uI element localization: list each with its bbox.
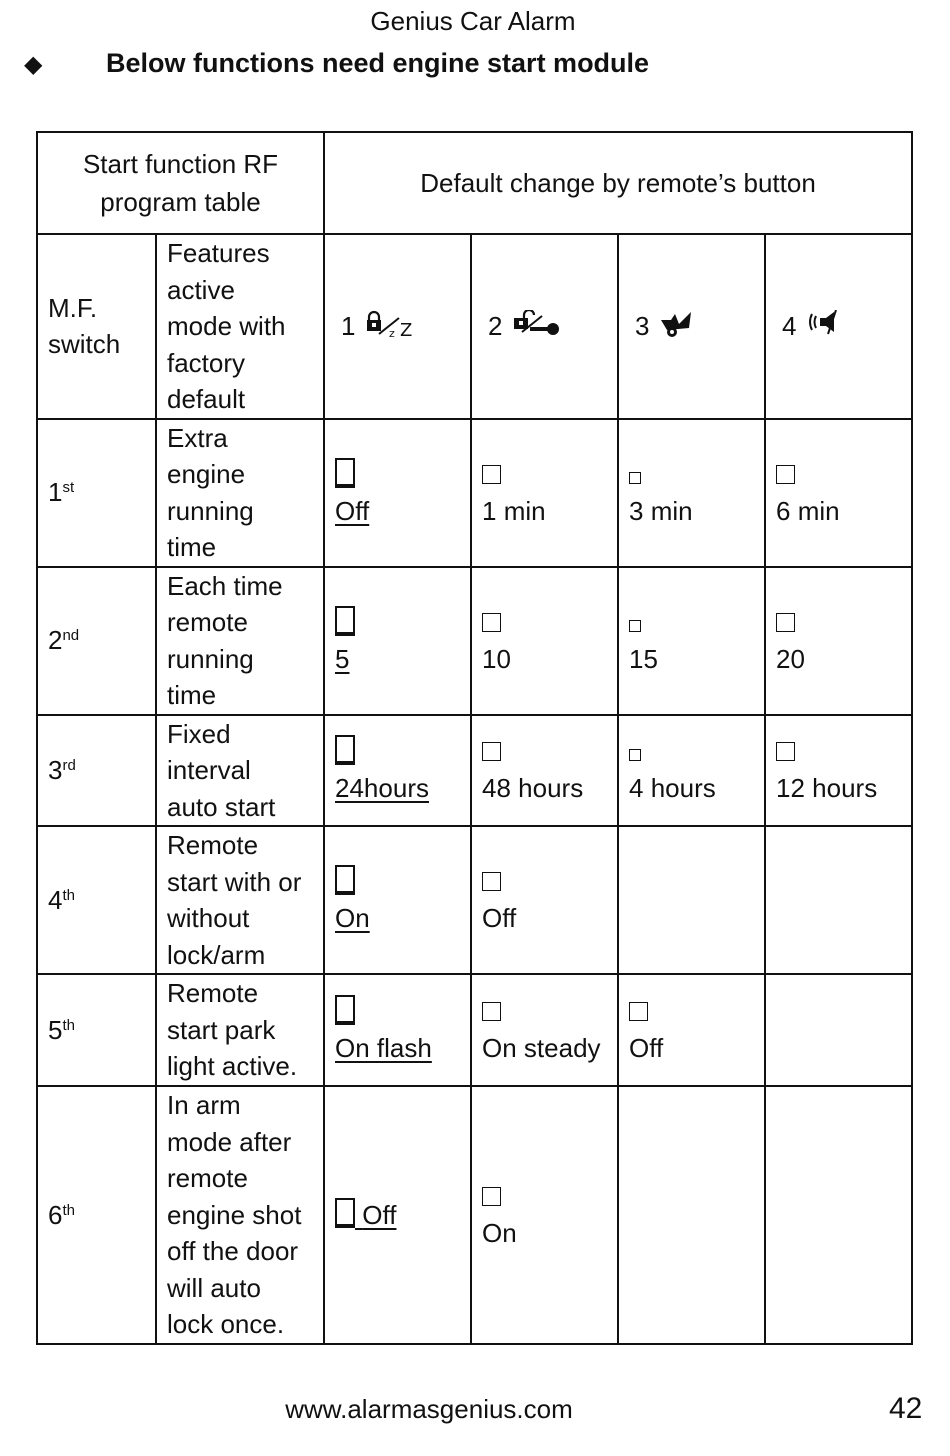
row-ordinal-suffix: th: [62, 1016, 75, 1034]
car-trunk-icon: [659, 310, 699, 342]
option-label: 1 min: [482, 495, 546, 526]
row-number: 5: [48, 1014, 63, 1045]
button-4-header: [765, 234, 912, 419]
button-1-header: [324, 234, 471, 419]
feature-cell: [156, 1086, 324, 1344]
table-row: [37, 826, 912, 974]
feature-line: time: [167, 680, 217, 710]
button-3-header: [618, 234, 765, 419]
table-row: [37, 567, 912, 715]
row-number: 1: [48, 477, 63, 508]
mf-switch-cell: [37, 567, 156, 715]
svg-text:Z: Z: [400, 320, 413, 342]
feature-line: running: [167, 495, 254, 526]
feature-line: Fixed: [167, 718, 231, 749]
option-cell-empty: [618, 826, 765, 974]
option-cell: [471, 567, 618, 715]
feature-line: time: [167, 532, 217, 562]
option-default-label: On flash: [335, 1033, 432, 1063]
feature-line: mode after: [167, 1126, 292, 1157]
features-header-line: active: [167, 274, 235, 305]
features-header-line: factory: [167, 347, 246, 378]
diamond-bullet-icon: ◆: [24, 51, 43, 78]
checkbox-icon: [482, 465, 501, 484]
button-number: 4: [782, 311, 797, 341]
mf-switch-header: [37, 234, 156, 419]
section-heading: Below functions need engine start module: [106, 48, 650, 78]
table-row: [37, 715, 912, 827]
feature-cell: [156, 715, 324, 827]
table-row: [37, 1086, 912, 1344]
table-title-line: program table: [100, 187, 261, 217]
row-ordinal-suffix: nd: [62, 627, 80, 645]
option-default-label: Off: [362, 1199, 397, 1230]
option-label: 15: [629, 643, 658, 674]
mf-switch-cell: [37, 974, 156, 1086]
svg-text:z: z: [389, 327, 396, 341]
features-header-line: Features: [167, 238, 270, 268]
option-cell: [471, 826, 618, 974]
checkbox-icon: [629, 472, 641, 484]
features-header-line: default: [167, 384, 246, 414]
feature-line: will auto: [167, 1272, 261, 1303]
option-label: 48 hours: [482, 773, 584, 804]
table-title-cell: [37, 132, 324, 234]
option-cell: [471, 1086, 618, 1344]
feature-line: interval: [167, 755, 251, 785]
checkbox-icon: [629, 620, 641, 632]
checkbox-icon: [482, 742, 501, 761]
row-number: 4: [48, 884, 63, 915]
checkbox-icon: [335, 606, 355, 636]
row-ordinal-suffix: th: [62, 886, 75, 904]
checkbox-icon: [335, 458, 355, 488]
table-title-line: Start function RF: [82, 149, 279, 179]
option-cell: [324, 715, 471, 827]
feature-cell: [156, 826, 324, 974]
row-number: 6: [48, 1199, 63, 1230]
option-label: Off: [482, 903, 517, 933]
option-cell: [324, 1086, 471, 1344]
rf-program-table: [36, 131, 913, 1345]
option-label: 4 hours: [629, 773, 716, 804]
feature-line: Remote: [167, 830, 259, 860]
option-default-label: 24hours: [335, 773, 429, 804]
checkbox-icon: [482, 613, 501, 632]
checkbox-icon: [482, 1187, 501, 1206]
option-label: On steady: [482, 1033, 601, 1063]
row-number: 2: [48, 625, 63, 656]
option-cell: [471, 715, 618, 827]
option-cell-empty: [765, 826, 912, 974]
option-label: 12 hours: [776, 773, 878, 804]
option-cell-empty: [765, 974, 912, 1086]
option-label: 10: [482, 643, 511, 674]
feature-line: light active.: [167, 1051, 298, 1082]
feature-line: engine shot: [167, 1199, 302, 1230]
feature-line: Each time: [167, 570, 283, 601]
feature-line: running: [167, 643, 254, 674]
option-default-label: Off: [335, 495, 370, 526]
option-cell: [618, 419, 765, 567]
feature-line: In arm: [167, 1090, 241, 1120]
option-cell: [324, 974, 471, 1086]
button-2-header: [471, 234, 618, 419]
features-header: [156, 234, 324, 419]
option-cell: [324, 826, 471, 974]
checkbox-icon: [776, 465, 795, 484]
checkbox-icon: [776, 613, 795, 632]
option-cell: [471, 419, 618, 567]
mf-switch-cell: [37, 715, 156, 827]
lock-sleep-icon: [365, 310, 415, 342]
checkbox-icon: [482, 872, 501, 891]
option-cell-empty: [765, 1086, 912, 1344]
feature-line: auto start: [167, 791, 276, 822]
feature-line: without: [167, 903, 250, 933]
option-label: On: [482, 1217, 517, 1248]
feature-cell: [156, 974, 324, 1086]
checkbox-icon: [482, 1002, 501, 1021]
option-cell: [618, 715, 765, 827]
table-title-row: [37, 132, 912, 234]
button-number: 3: [635, 311, 650, 341]
feature-line: remote: [167, 607, 248, 637]
button-number: 1: [341, 311, 356, 341]
feature-line: off the door: [167, 1236, 299, 1266]
checkbox-icon: [335, 735, 355, 765]
option-label: 20: [776, 643, 805, 674]
feature-line: remote: [167, 1163, 248, 1193]
checkbox-icon: [629, 749, 641, 761]
option-cell: [765, 715, 912, 827]
checkbox-icon: [776, 742, 795, 761]
row-ordinal-suffix: rd: [62, 757, 76, 774]
default-change-header: Default change by remote’s button: [324, 132, 912, 234]
mf-header-line: switch: [48, 329, 121, 360]
feature-cell: [156, 419, 324, 567]
option-cell: [471, 974, 618, 1086]
feature-line: Extra: [167, 422, 228, 453]
document-header-title: Genius Car Alarm: [370, 6, 576, 36]
feature-cell: [156, 567, 324, 715]
option-cell: [765, 567, 912, 715]
option-default-label: 5: [335, 643, 350, 674]
feature-line: engine: [167, 459, 246, 489]
footer-url: www.alarmasgenius.com: [285, 1394, 573, 1424]
option-cell-empty: [618, 1086, 765, 1344]
option-cell: [618, 567, 765, 715]
option-cell: [324, 419, 471, 567]
checkbox-icon: [335, 1198, 355, 1228]
mf-header-line: M.F.: [48, 292, 98, 323]
silent-siren-icon: [806, 310, 846, 342]
table-row: [37, 419, 912, 567]
page-number: 42: [889, 1392, 923, 1425]
option-label: 3 min: [629, 495, 693, 526]
feature-line: start with or: [167, 866, 302, 897]
mf-switch-cell: [37, 826, 156, 974]
mf-switch-cell: [37, 1086, 156, 1344]
unlock-key-icon: [512, 310, 562, 342]
feature-line: Remote: [167, 978, 259, 1009]
row-number: 3: [48, 755, 63, 785]
table-header-row: [37, 234, 912, 419]
checkbox-icon: [335, 865, 355, 895]
option-cell: [765, 419, 912, 567]
row-ordinal-suffix: st: [62, 479, 75, 497]
button-number: 2: [488, 311, 503, 341]
checkbox-icon: [629, 1002, 648, 1021]
option-default-label: On: [335, 903, 370, 933]
row-ordinal-suffix: th: [62, 1201, 75, 1219]
option-cell: [618, 974, 765, 1086]
option-cell: [324, 567, 471, 715]
feature-line: start park: [167, 1014, 276, 1045]
features-header-line: mode with: [167, 311, 286, 341]
mf-switch-cell: [37, 419, 156, 567]
option-label: 6 min: [776, 495, 840, 526]
table-row: [37, 974, 912, 1086]
feature-line: lock once.: [167, 1309, 285, 1339]
checkbox-icon: [335, 995, 355, 1025]
option-label: Off: [629, 1033, 664, 1063]
feature-line: lock/arm: [167, 939, 266, 970]
